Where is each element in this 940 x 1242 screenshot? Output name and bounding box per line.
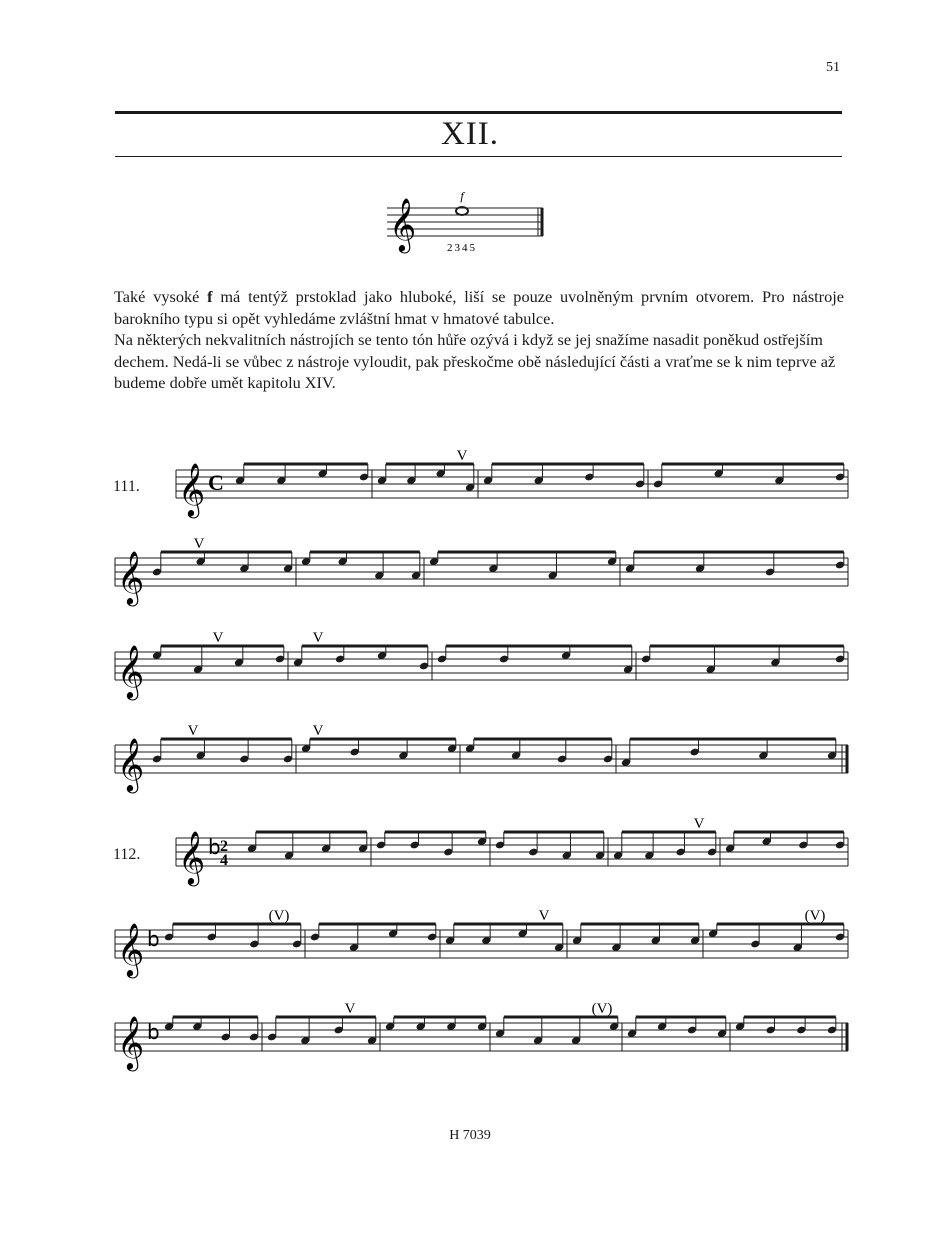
breath-mark: V — [312, 630, 324, 646]
exercise-label-112: 112. — [113, 846, 141, 863]
treble-clef-icon: 𝄞 — [117, 550, 145, 604]
treble-clef-icon: 𝄞 — [117, 644, 145, 698]
page-number: 51 — [826, 60, 840, 75]
fingering-ornament: f — [460, 189, 464, 203]
chapter-title: XII. — [440, 116, 500, 152]
fingering-numbers: 2345 — [447, 242, 477, 254]
breath-mark: V — [456, 448, 468, 464]
bold-note-f: f — [207, 287, 213, 306]
treble-clef-icon: 𝄞 — [178, 830, 206, 884]
optional-breath-mark: (V) — [804, 908, 826, 924]
bottom-rule — [115, 156, 842, 157]
breath-mark: V — [312, 723, 324, 739]
breath-mark: V — [212, 630, 224, 646]
staff-system-2 — [0, 530, 940, 610]
top-rule — [115, 111, 842, 114]
breath-mark: V — [193, 536, 205, 552]
optional-breath-mark: (V) — [591, 1001, 613, 1017]
fingering-example-staff — [383, 190, 573, 260]
intro-paragraph-1: Také vysoké f má tentýž prstoklad jako hluboké, liší se pouze uvolněným prvním otvorem. Pro nástroje barokního typu si opět vyhledáme zvláštní hmat v hmatové tabulce. — [114, 287, 844, 328]
breath-mark: V — [693, 816, 705, 832]
time-signature: C — [208, 470, 224, 495]
optional-breath-mark: (V) — [268, 908, 290, 924]
treble-clef-icon: 𝄞 — [178, 462, 206, 516]
intro-text — [114, 286, 844, 394]
exercise-label-111: 111. — [113, 478, 140, 495]
breath-mark: V — [344, 1001, 356, 1017]
staff-system-4 — [0, 717, 940, 797]
treble-clef-icon: 𝄞 — [117, 1015, 145, 1069]
key-signature-flat-icon: b — [208, 835, 221, 859]
staff-system-3 — [0, 624, 940, 704]
staff-system-6 — [0, 902, 940, 982]
key-signature-flat-icon: b — [147, 927, 160, 951]
staff-system-1 — [0, 442, 940, 522]
footer-code: H 7039 — [449, 1128, 491, 1143]
key-signature-flat-icon: b — [147, 1020, 160, 1044]
treble-clef-icon: 𝄞 — [389, 197, 417, 251]
time-signature-top: 2 — [220, 838, 228, 855]
time-signature-bottom: 4 — [220, 852, 228, 869]
treble-clef-icon: 𝄞 — [117, 737, 145, 791]
staff-system-7 — [0, 995, 940, 1075]
treble-clef-icon: 𝄞 — [117, 922, 145, 976]
staff-system-5 — [0, 810, 940, 890]
breath-mark: V — [187, 723, 199, 739]
intro-paragraph-2: Na některých nekvalitních nástrojích se tento tón hůře ozývá i když se jej snažíme nasadit poněkud ostřejším dechem. Nedá-li se vůbec z nástroje vyloudit, pak přeskočme obě následující části a vraťme se k nim teprve až budeme dobře umět kapitolu XIV. — [114, 330, 836, 392]
breath-mark: V — [538, 908, 550, 924]
